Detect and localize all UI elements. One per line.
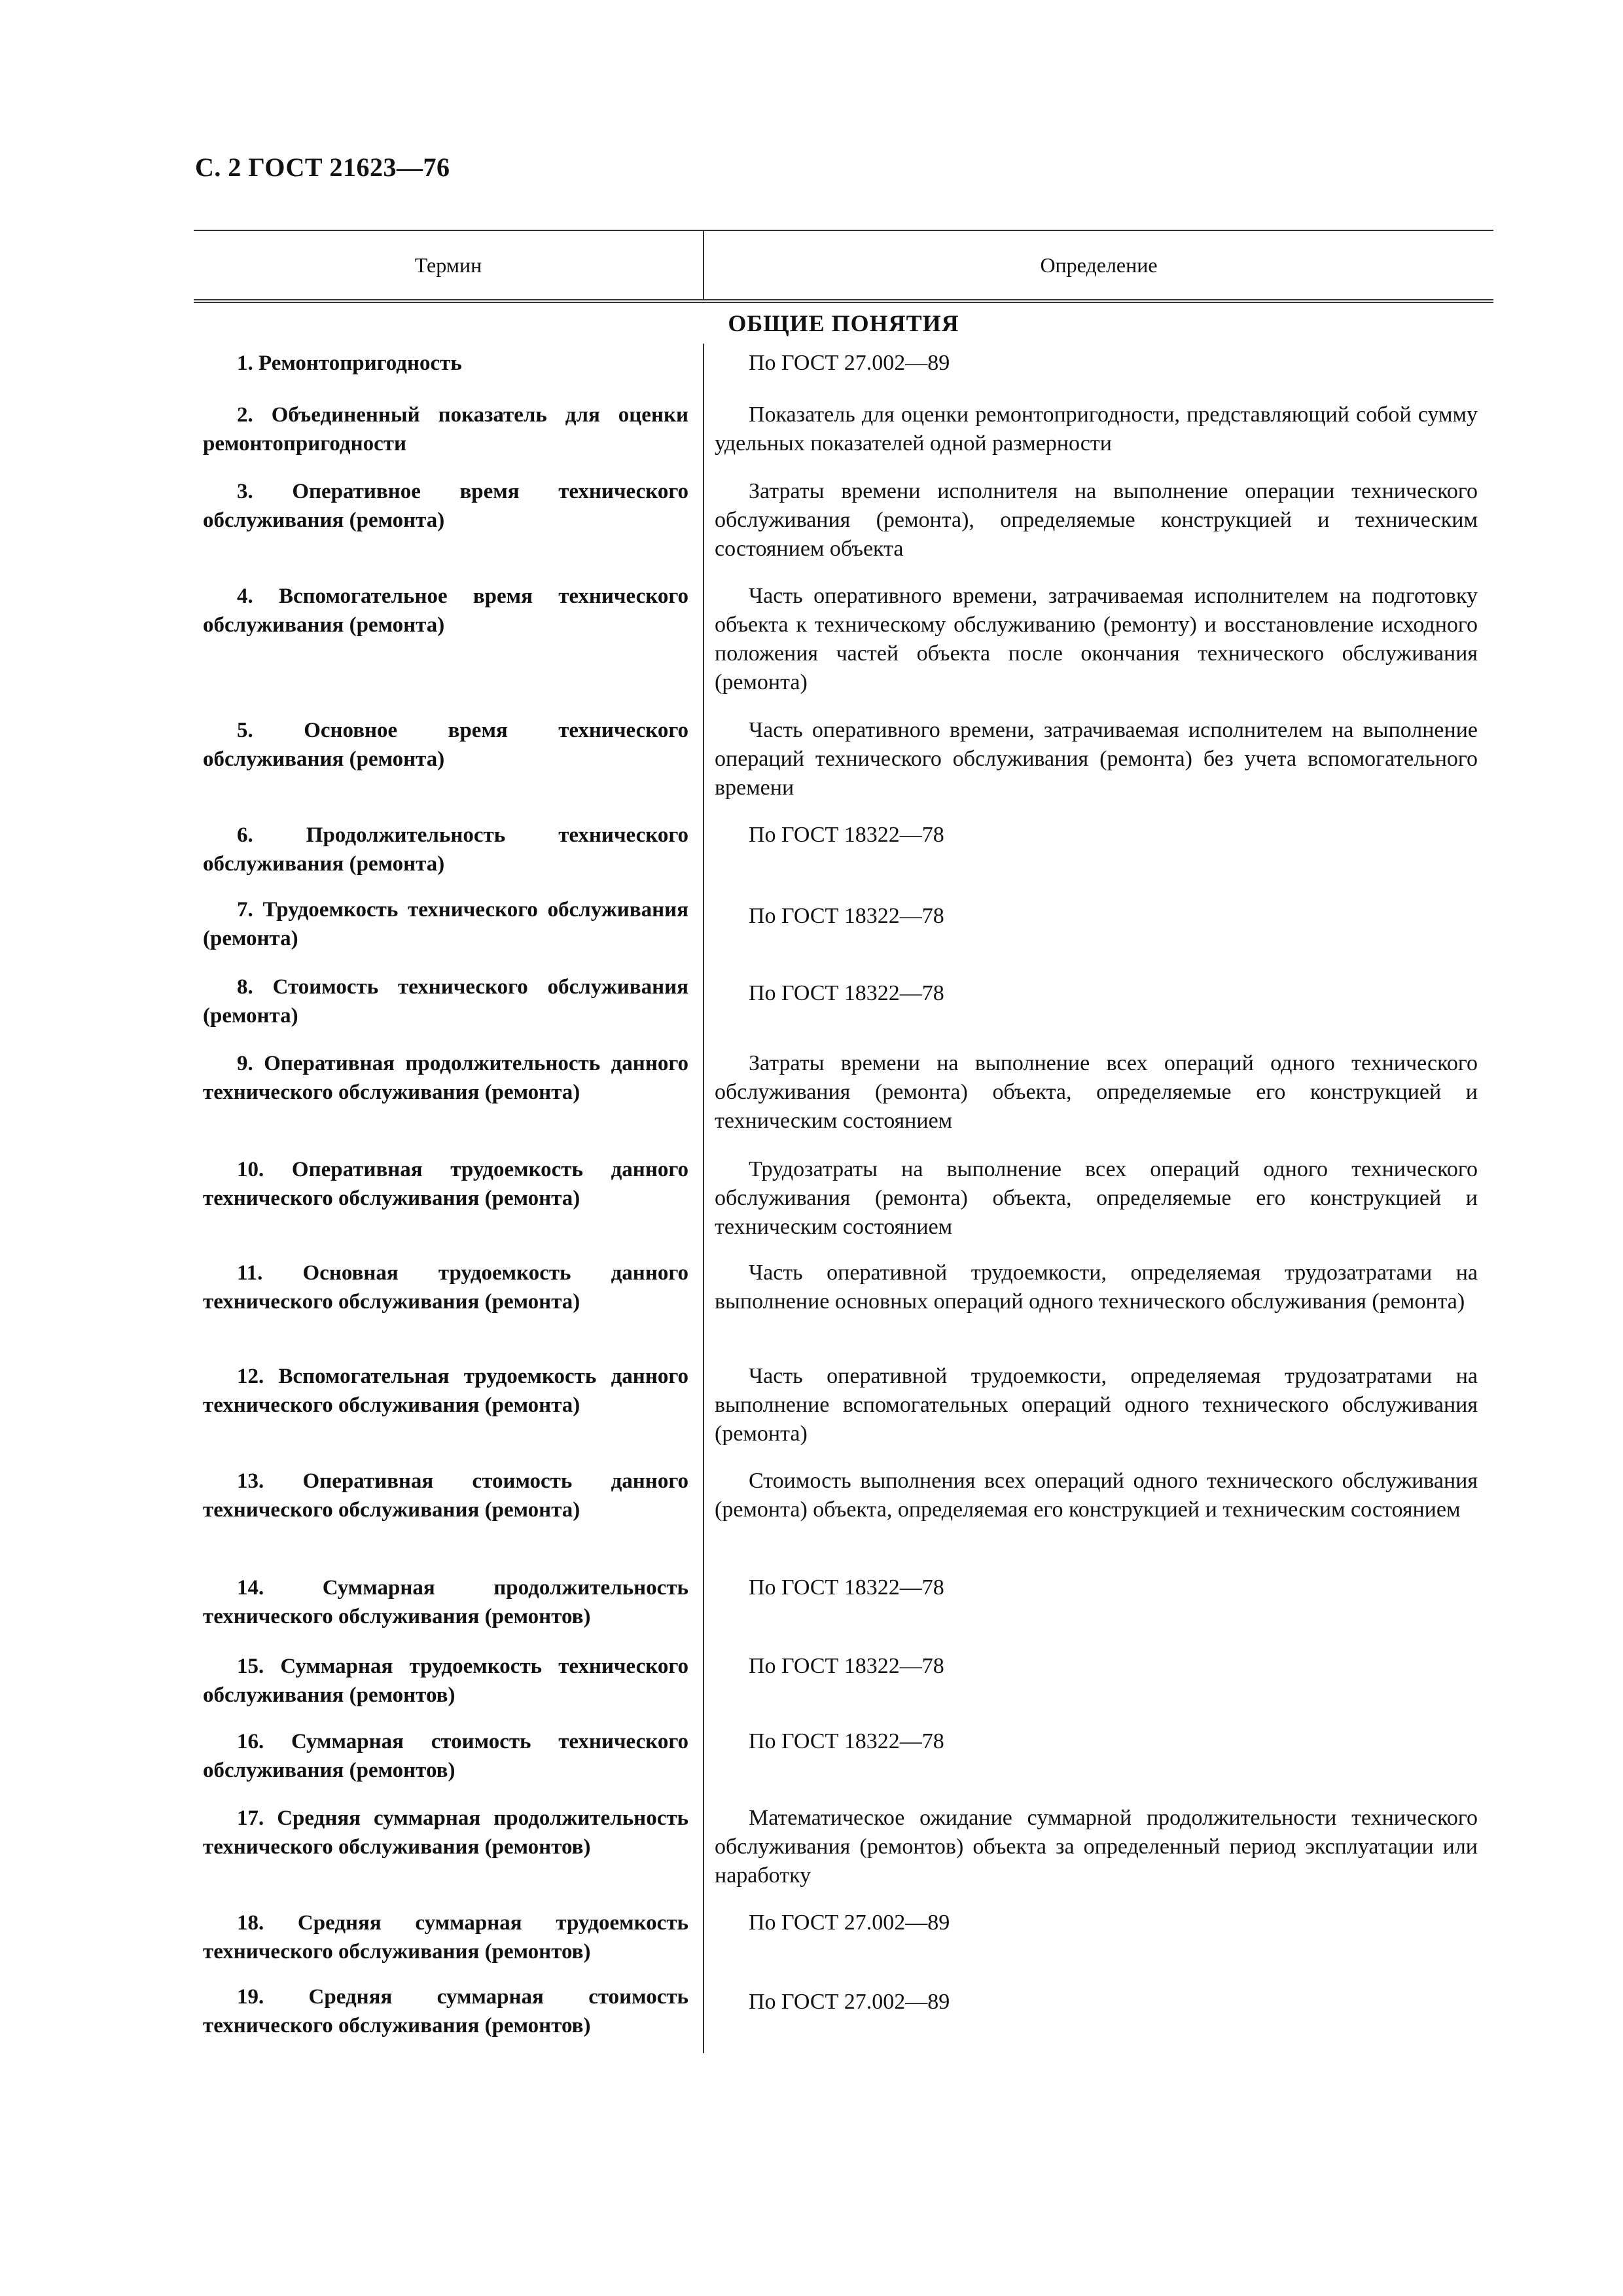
column-header-definition: Определение — [1040, 253, 1158, 277]
definition-cell: Трудозатраты на выполнение всех операций одного технического обслуживания (ремонта) объекта, определяемые его конструкцией и техническим состоянием — [715, 1157, 1478, 1239]
table-row — [194, 1982, 1493, 2048]
definition-cell: По ГОСТ 27.002—89 — [749, 1990, 950, 2014]
table-row — [194, 1362, 1493, 1467]
term-cell: 18. Средняя суммарная трудоемкость технического обслуживания (ремонтов) — [203, 1911, 688, 1964]
term-cell: 10. Оперативная трудоемкость данного технического обслуживания (ремонта) — [203, 1158, 688, 1210]
page-header: С. 2 ГОСТ 21623—76 — [195, 152, 450, 182]
definition-cell: Математическое ожидание суммарной продолжительности технического обслуживания (ремонтов) объекта за определенный период эксплуатации или наработку — [715, 1806, 1478, 1888]
term-cell: 2. Объединенный показатель для оценки ремонтопригодности — [203, 403, 688, 456]
term-cell: 11. Основная трудоемкость данного технического обслуживания (ремонта) — [203, 1261, 688, 1314]
table-row — [194, 895, 1493, 973]
table-row — [194, 973, 1493, 1049]
definition-cell: По ГОСТ 18322—78 — [749, 823, 944, 847]
definition-cell: Показатель для оценки ремонтопригодности, представляющий собой сумму удельных показателей одной размерности — [715, 403, 1478, 456]
definition-cell: По ГОСТ 27.002—89 — [749, 1910, 950, 1935]
table-row — [194, 1652, 1493, 1727]
definition-cell: Часть оперативного времени, затрачиваемая исполнителем на подготовку объекта к техническому обслуживанию (ремонту) и восстановление исходного положения частей объекта после окончания технического обслуживания (ремонта) — [715, 584, 1478, 694]
table-row — [194, 1909, 1493, 1982]
term-cell: 17. Средняя суммарная продолжительность технического обслуживания (ремонтов) — [203, 1806, 688, 1859]
term-cell: 7. Трудоемкость технического обслуживания (ремонта) — [203, 898, 688, 950]
definition-cell: Часть оперативного времени, затрачиваемая исполнителем на выполнение операций технического обслуживания (ремонта) без учета вспомогательного времени — [715, 718, 1478, 800]
term-cell: 6. Продолжительность технического обслуживания (ремонта) — [203, 823, 688, 876]
term-cell: 4. Вспомогательное время технического обслуживания (ремонта) — [203, 584, 688, 637]
definition-cell: По ГОСТ 18322—78 — [749, 1729, 944, 1753]
term-cell: 12. Вспомогательная трудоемкость данного технического обслуживания (ремонта) — [203, 1365, 688, 1417]
term-cell: 9. Оперативная продолжительность данного технического обслуживания (ремонта) — [203, 1052, 688, 1104]
table-row — [194, 821, 1493, 895]
column-divider — [703, 344, 704, 2053]
term-cell: 14. Суммарная продолжительность технического обслуживания (ремонтов) — [203, 1576, 688, 1628]
definition-cell: По ГОСТ 18322—78 — [749, 981, 944, 1005]
table-row — [194, 349, 1493, 401]
definition-cell: Затраты времени на выполнение всех операций одного технического обслуживания (ремонта) объекта, определяемые его конструкцией и техническим состоянием — [715, 1051, 1478, 1133]
column-header-term: Термин — [194, 231, 704, 299]
table-row — [194, 582, 1493, 716]
section-title: ОБЩИЕ ПОНЯТИЯ — [728, 310, 959, 336]
terms-table — [194, 230, 1493, 2048]
term-cell: 15. Суммарная трудоемкость технического обслуживания (ремонтов) — [203, 1655, 688, 1707]
definition-cell: По ГОСТ 18322—78 — [749, 1654, 944, 1678]
term-cell: 5. Основное время технического обслуживания (ремонта) — [203, 719, 688, 771]
definition-cell: По ГОСТ 27.002—89 — [749, 351, 950, 375]
definition-cell: По ГОСТ 18322—78 — [749, 1575, 944, 1600]
definition-cell: Стоимость выполнения всех операций одного технического обслуживания (ремонта) объекта, определяемая его конструкцией и техническим состоянием — [715, 1469, 1478, 1522]
definition-cell: По ГОСТ 18322—78 — [749, 904, 944, 928]
term-cell: 16. Суммарная стоимость технического обслуживания (ремонтов) — [203, 1730, 688, 1782]
definition-cell: Часть оперативной трудоемкости, определяемая трудозатратами на выполнение вспомогательных операций одного технического обслуживания (ремонта) — [715, 1364, 1478, 1446]
table-row — [194, 1259, 1493, 1362]
term-cell: 19. Средняя суммарная стоимость технического обслуживания (ремонтов) — [203, 1985, 688, 2037]
term-cell: 3. Оперативное время технического обслуживания (ремонта) — [203, 480, 688, 532]
definition-cell: Часть оперативной трудоемкости, определяемая трудозатратами на выполнение основных операций одного технического обслуживания (ремонта) — [715, 1261, 1478, 1314]
term-cell: 1. Ремонтопригодность — [237, 351, 462, 375]
term-cell: 8. Стоимость технического обслуживания (ремонта) — [203, 975, 688, 1028]
definition-cell: Затраты времени исполнителя на выполнение операции технического обслуживания (ремонта), определяемые конструкцией и техническим состоянием объекта — [715, 479, 1478, 561]
term-cell: 13. Оперативная стоимость данного технического обслуживания (ремонта) — [203, 1469, 688, 1522]
table-row — [194, 716, 1493, 821]
table-row — [194, 401, 1493, 477]
table-row — [194, 1804, 1493, 1909]
table-row — [194, 1573, 1493, 1652]
table-row — [194, 1467, 1493, 1573]
table-row — [194, 1155, 1493, 1259]
table-row — [194, 1049, 1493, 1155]
table-body — [194, 349, 1493, 2048]
table-header — [194, 231, 1493, 299]
table-row — [194, 1727, 1493, 1804]
table-row — [194, 477, 1493, 582]
